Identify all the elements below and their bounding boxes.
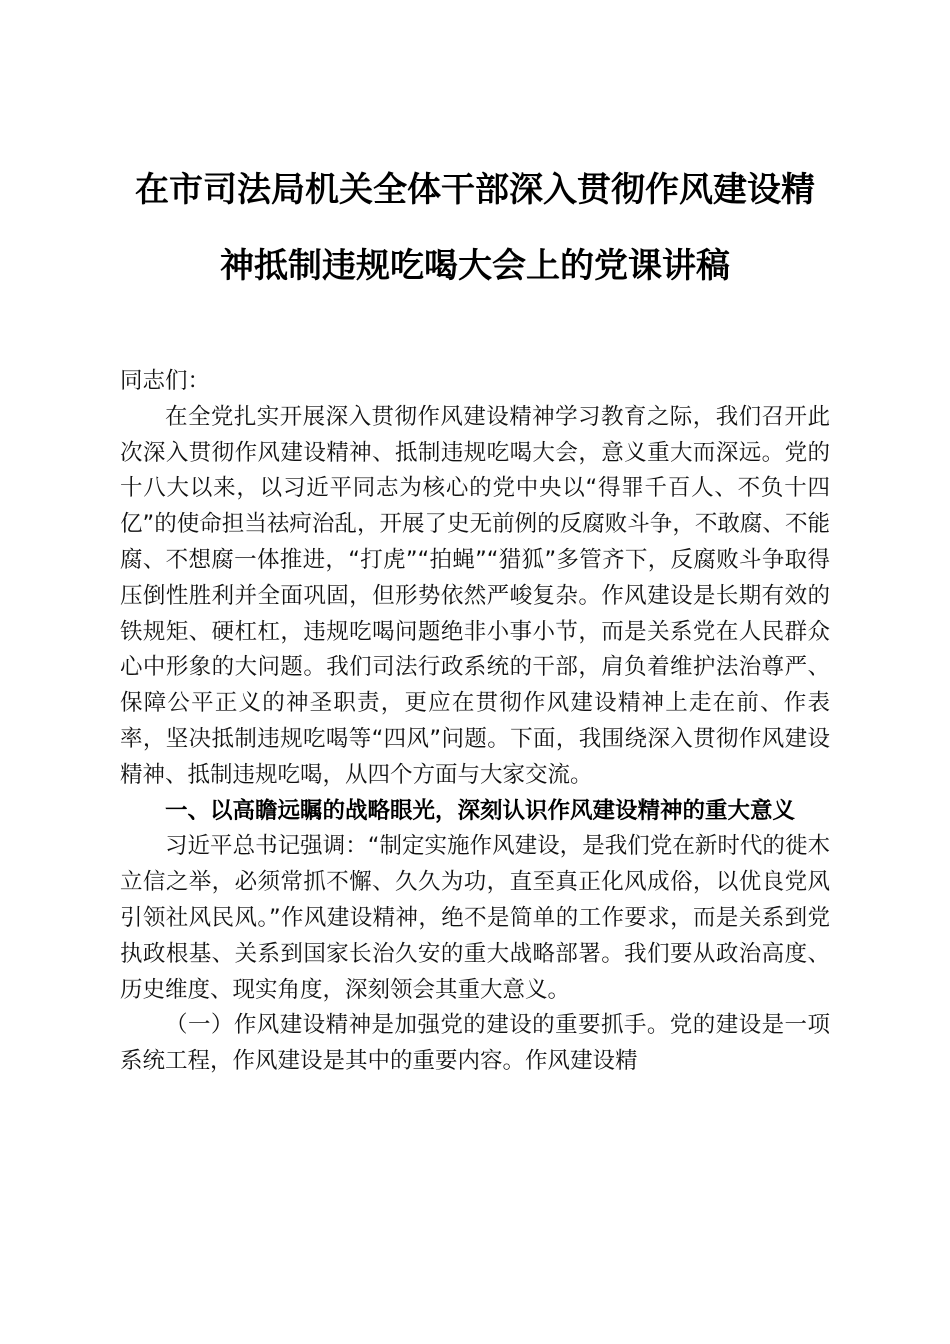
salutation: 同志们：: [120, 368, 211, 394]
subsection-1-paragraph: （一）作风建设精神是加强党的建设的重要抓手。党的建设是一项系统工程，作风建设是其中的重要内容。作风建设精: [120, 1012, 830, 1075]
document-title-line-2: 神抵制违规吃喝大会上的党课讲稿: [220, 246, 730, 286]
intro-paragraph: 在全党扎实开展深入贯彻作风建设精神学习教育之际，我们召开此次深入贯彻作风建设精神、抵制违规吃喝大会，意义重大而深远。党的十八大以来，以习近平同志为核心的党中央以“得罪千百人、不负十四亿”的使命担当祛疴治乱，开展了史无前例的反腐败斗争，不敢腐、不能腐、不想腐一体推进，“打虎”“拍蝇”“猎狐”多管齐下，反腐败斗争取得压倒性胜利并全面巩固，但形势依然严峻复杂。作风建设是长期有效的铁规矩、硬杠杠，违规吃喝问题绝非小事小节，而是关系党在人民群众心中形象的大问题。我们司法行政系统的干部，肩负着维护法治尊严、保障公平正义的神圣职责，更应在贯彻作风建设精神上走在前、作表率，坚决抵制违规吃喝等“四风”问题。下面，我围绕深入贯彻作风建设精神、抵制违规吃喝，从四个方面与大家交流。: [120, 403, 830, 788]
document-body: [120, 364, 830, 1080]
section-1-paragraph: 习近平总书记强调：“制定实施作风建设，是我们党在新时代的徙木立信之举，必须常抓不懈、久久为功，直至真正化风成俗，以优良党风引领社风民风。”作风建设精神，绝不是简单的工作要求，而是关系到党执政根基、关系到国家长治久安的重大战略部署。我们要从政治高度、历史维度、现实角度，深刻领会其重大意义。: [120, 833, 830, 1003]
section-heading-1: 一、以高瞻远瞩的战略眼光，深刻认识作风建设精神的重大意义: [165, 797, 796, 824]
document-title-line-1: 在市司法局机关全体干部深入贯彻作风建设精: [135, 170, 815, 210]
